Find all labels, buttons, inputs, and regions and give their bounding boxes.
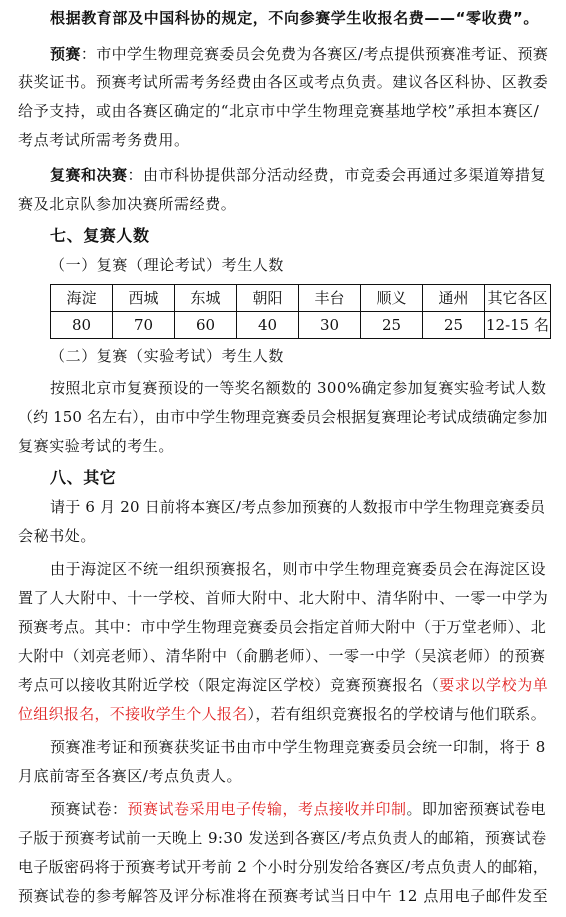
section8-p2-line-2: 置了人大附中、十一学校、首师大附中、北大附中、清华附中、一零一中学为	[18, 589, 549, 607]
highlight-text: 要求以学校为单	[439, 676, 549, 694]
section8-p4-line-4: 预赛试卷的参考解答及评分标准将在预赛考试当日中午 12 点用电子邮件发至	[18, 887, 549, 905]
table-cell: 30	[299, 312, 361, 339]
counts-table	[50, 284, 551, 339]
table-cell: 朝阳	[237, 285, 299, 312]
section8-p4-line-1: 预赛试卷：预赛试卷采用电子传输，考点接收并印制。即加密预赛试卷电	[50, 800, 547, 818]
section8-p1-line-1: 请于 6 月 20 日前将本赛区/考点参加预赛的人数报市中学生物理竞赛委员	[50, 498, 546, 516]
prelim-line-3: 给予支持，或由各赛区确定的“北京市中学生物理竞赛基地学校”承担本赛区/	[18, 102, 540, 120]
intro-line: 根据教育部及中国科协的规定，不向参赛学生收报名费——“零收费”。	[50, 9, 539, 27]
section7-para-3: 复赛实验考试的考生。	[18, 437, 175, 455]
table-cell: 12-15 名	[485, 312, 551, 339]
final-line-1: 复赛和决赛：由市科协提供部分活动经费，市竞委会再通过多渠道筹措复	[50, 166, 547, 184]
highlight-text: 位组织报名，不接收学生个人报名	[18, 705, 248, 723]
table-cell: 70	[113, 312, 175, 339]
section8-p4-line-3: 电子版密码将于预赛考试开考前 2 个小时分别发给各赛区/考点负责人的邮箱，	[18, 858, 549, 876]
section8-p2-line-1: 由于海淀区不统一组织预赛报名，则市中学生物理竞赛委员会在海淀区设	[50, 560, 547, 578]
table-cell: 60	[175, 312, 237, 339]
final-label: 复赛和决赛	[50, 166, 128, 184]
prelim-line-1: 预赛：市中学生物理竞赛委员会免费为各赛区/考点提供预赛准考证、预赛	[50, 45, 549, 63]
section8-title: 八、其它	[50, 468, 117, 487]
section8-p2-line-5: 考点可以接收其附近学校（限定海淀区学校）竞赛预赛报名（要求以学校为单	[18, 676, 549, 694]
section7-para-2: （约 150 名左右），由市中学生物理竞赛委员会根据复赛理论考试成绩确定参加	[18, 408, 548, 426]
table-cell: 西城	[113, 285, 175, 312]
prelim-line-4: 考点考试所需考务费用。	[18, 131, 190, 149]
prelim-line-2: 获奖证书。预赛考试所需考务经费由各区或考点负责。建议各区科协、区教委	[18, 73, 549, 91]
final-line-2: 赛及北京队参加决赛所需经费。	[18, 195, 237, 213]
table-cell: 通州	[423, 285, 485, 312]
section8-p3-line-1: 预赛准考证和预赛获奖证书由市中学生物理竞赛委员会统一印制，将于 8	[50, 738, 546, 756]
table-header-row	[51, 285, 551, 312]
prelim-label: 预赛	[50, 45, 81, 63]
section8-p4-line-2: 子版于预赛考试前一天晚上 9:30 发送到各赛区/考点负责人的邮箱，预赛试卷	[18, 829, 547, 847]
table-cell: 其它各区	[485, 285, 551, 312]
table-cell: 东城	[175, 285, 237, 312]
section7-para-1: 按照北京市复赛预设的一等奖名额数的 300%确定参加复赛实验考试人数	[50, 379, 547, 397]
highlight-text: 预赛试卷采用电子传输，考点接收并印制	[127, 800, 407, 818]
table-cell: 25	[361, 312, 423, 339]
table-cell: 顺义	[361, 285, 423, 312]
section8-p1-line-2: 会秘书处。	[18, 527, 97, 545]
table-cell: 80	[51, 312, 113, 339]
section8-p2-line-4: 大附中（刘亮老师）、清华附中（俞鹏老师）、一零一中学（吴滨老师）的预赛	[18, 647, 546, 665]
table-cell: 丰台	[299, 285, 361, 312]
table-cell: 海淀	[51, 285, 113, 312]
table-cell: 40	[237, 312, 299, 339]
table-value-row	[51, 312, 551, 339]
section7-sub1: （一）复赛（理论考试）考生人数	[50, 256, 285, 274]
section8-p3-line-2: 月底前寄至各赛区/考点负责人。	[18, 767, 243, 785]
table-cell: 25	[423, 312, 485, 339]
section7-title: 七、复赛人数	[50, 226, 150, 245]
section8-p2-line-3: 预赛考点。其中：市中学生物理竞赛委员会指定首师大附中（于万堂老师）、北	[18, 618, 547, 636]
section7-sub2: （二）复赛（实验考试）考生人数	[50, 347, 285, 365]
section8-p2-line-6: 位组织报名，不接收学生个人报名），若有组织竞赛报名的学校请与他们联系。	[18, 705, 547, 723]
